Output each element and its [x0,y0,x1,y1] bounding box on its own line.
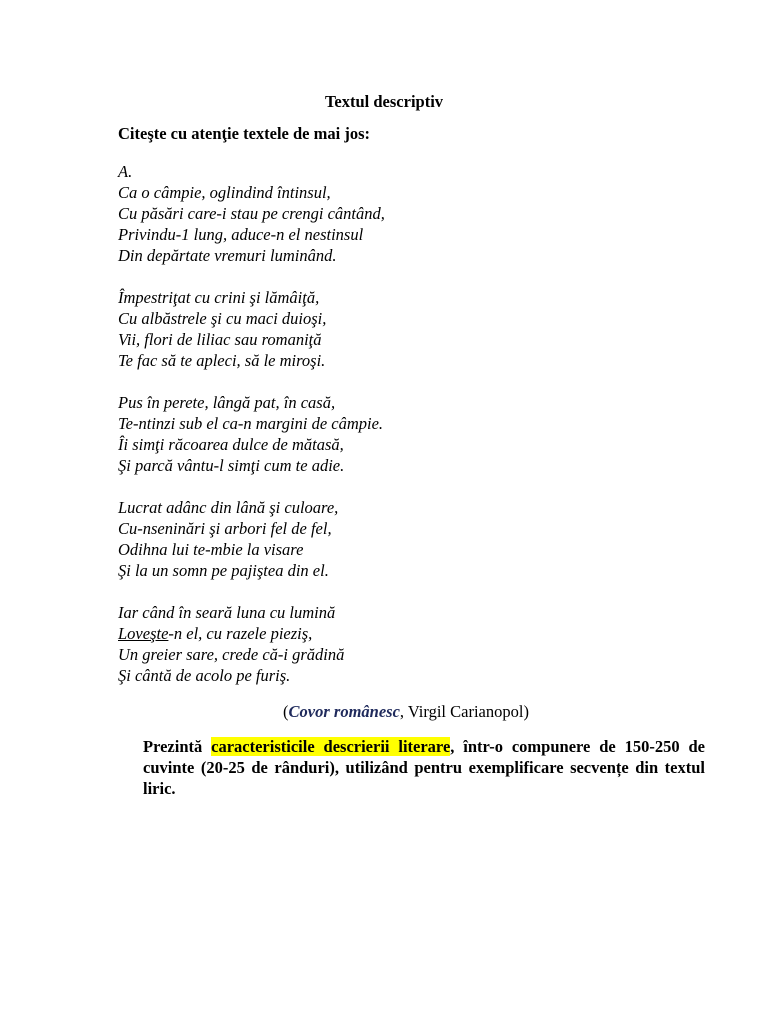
poem-stanzas [118,182,385,686]
poem-line: Îi simţi răcoarea dulce de mătasă, [118,435,344,454]
citation [0,702,768,722]
poem-label: A. [118,162,133,181]
task-prefix: Prezintă [143,737,212,756]
poem-stanza [118,182,385,266]
poem [118,161,385,686]
poem-stanza [118,287,385,371]
poem-line: Cu păsări care-i stau pe crengi cântând, [118,204,385,223]
poem-stanza [118,392,385,476]
poem-line: Un greier sare, crede că-i grădină [118,645,345,664]
page-title: Textul descriptiv [324,92,444,111]
poem-line: Te fac să te apleci, să le miroşi. [118,351,326,370]
underlined-word: Loveşte [118,624,169,643]
poem-line: Pus în perete, lângă pat, în casă, [118,393,336,412]
poem-line: Iar când în seară luna cu lumină [118,603,336,622]
poem-line: Te-ntinzi sub el ca-n margini de câmpie. [118,414,384,433]
poem-stanza [118,602,385,686]
task-suffix: , într-o compunere de 150-250 de cuvinte (20-25 de rânduri), utilizând pentru exemplificare secvențe din textul liric. [143,737,705,798]
poem-line: Împestriţat cu crini şi lămâiţă, [118,288,320,307]
poem-line: Privindu-1 lung, aduce-n el nestinsul [118,225,364,244]
poem-line: Loveşte-n el, cu razele pieziş, [118,624,313,643]
poem-line: Ca o câmpie, oglindind întinsul, [118,183,331,202]
instruction-text: Citeşte cu atenţie textele de mai jos: [118,124,370,143]
citation-work-title: Covor românesc [288,702,400,721]
citation-open: ( [283,702,289,721]
poem-line: Cu albăstrele şi cu maci duioşi, [118,309,327,328]
poem-line: Şi parcă vântu-l simţi cum te adie. [118,456,345,475]
poem-line: Odihna lui te-mbie la visare [118,540,304,559]
task-paragraph [143,736,705,799]
poem-line: Din depărtate vremuri luminând. [118,246,337,265]
citation-author: , Virgil Carianopol) [399,702,529,721]
poem-line: Şi la un somn pe pajiştea din el. [118,561,329,580]
task-highlight: caracteristicile descrierii literare [211,737,451,756]
poem-line: Cu-nseninări şi arbori fel de fel, [118,519,332,538]
poem-line: Lucrat adânc din lână şi culoare, [118,498,339,517]
poem-stanza [118,497,385,581]
poem-line: Şi cântă de acolo pe furiş. [118,666,291,685]
poem-line: Vii, flori de liliac sau romaniţă [118,330,322,349]
